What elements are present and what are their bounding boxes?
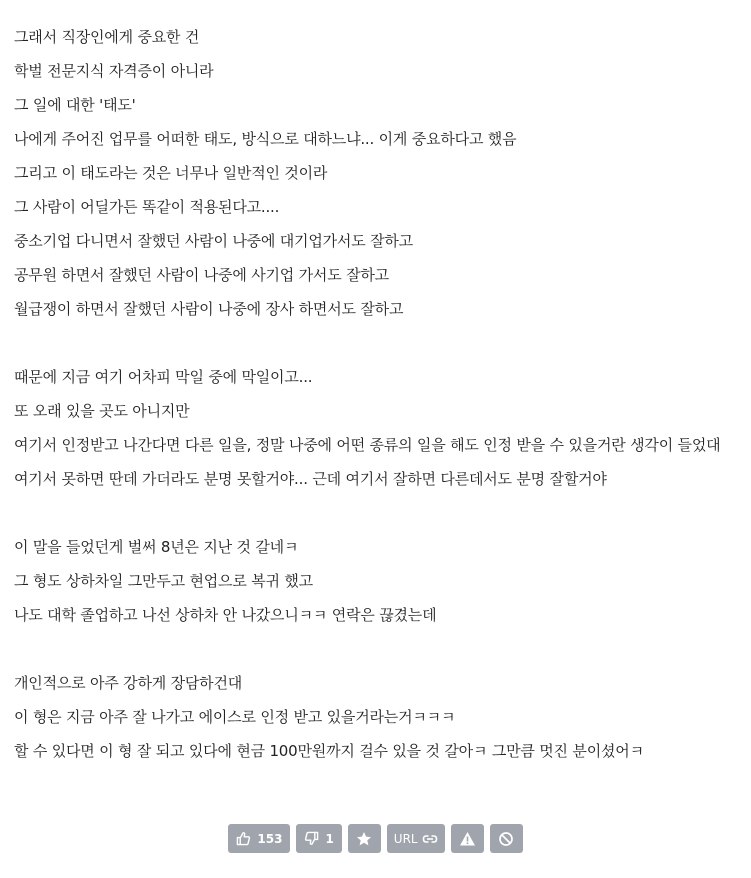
article-line: 학벌 전문지식 자격증이 아니라 bbox=[14, 62, 214, 80]
article-line: 할 수 있다면 이 형 잘 되고 있다에 현금 100만원까지 걸수 있을 것 갈아ㅋ 그만큼 멋진 분이셨어ㅋ bbox=[14, 742, 644, 760]
thumbs-up-icon bbox=[236, 831, 251, 846]
thumbs-down-icon bbox=[304, 831, 319, 846]
blank-line bbox=[14, 326, 739, 360]
article-line: 때문에 지금 여기 어차피 막일 중에 막일이고... bbox=[14, 368, 313, 386]
article-line: 나도 대학 졸업하고 나선 상하차 안 나갔으니ㅋㅋ 연락은 끊겼는데 bbox=[14, 606, 437, 624]
warning-icon bbox=[459, 831, 476, 847]
article-line: 그 형도 상하차일 그만두고 현업으로 복귀 했고 bbox=[14, 572, 313, 590]
post-action-bar bbox=[0, 824, 751, 853]
url-label: URL bbox=[393, 831, 418, 846]
article-line: 여기서 못하면 딴데 가더라도 분명 못할거야... 근데 여기서 잘하면 다른데서도 분명 잘할거야 bbox=[14, 470, 607, 488]
blank-line bbox=[14, 632, 739, 666]
article-line: 공무원 하면서 잘했던 사람이 나중에 사기업 가서도 잘하고 bbox=[14, 266, 389, 284]
block-icon bbox=[498, 831, 514, 847]
copy-url-button[interactable] bbox=[387, 824, 445, 853]
blank-line bbox=[14, 496, 739, 530]
article-line: 또 오래 있을 곳도 아니지만 bbox=[14, 402, 190, 420]
article-line: 월급쟁이 하면서 잘했던 사람이 나중에 장사 하면서도 잘하고 bbox=[14, 300, 404, 318]
article-line: 이 말을 들었던게 벌써 8년은 지난 것 갈네ㅋ bbox=[14, 538, 299, 556]
downvote-count: 1 bbox=[325, 831, 334, 846]
article-line: 그리고 이 태도라는 것은 너무나 일반적인 것이라 bbox=[14, 164, 328, 182]
article-line: 여기서 인정받고 나간다면 다른 일을, 정말 나중에 어떤 종류의 일을 해도 인정 받을 수 있을거란 생각이 들었대 bbox=[14, 436, 721, 454]
downvote-button[interactable] bbox=[296, 824, 341, 853]
star-icon bbox=[356, 831, 372, 847]
upvote-count: 153 bbox=[257, 831, 283, 846]
article-line: 중소기업 다니면서 잘했던 사람이 나중에 대기업가서도 잘하고 bbox=[14, 232, 413, 250]
article-line: 개인적으로 아주 강하게 장담하건대 bbox=[14, 674, 243, 692]
article-line: 그 사람이 어딜가든 똑같이 적용된다고.... bbox=[14, 198, 280, 216]
article-body bbox=[14, 20, 739, 768]
article-line: 이 형은 지금 아주 잘 나가고 에이스로 인정 받고 있을거라는거ㅋㅋㅋ bbox=[14, 708, 456, 726]
upvote-button[interactable] bbox=[228, 824, 290, 853]
article-line: 그 일에 대한 '태도' bbox=[14, 96, 136, 114]
favorite-button[interactable] bbox=[348, 824, 381, 853]
link-icon bbox=[422, 833, 438, 845]
article-line: 나에게 주어진 업무를 어떠한 태도, 방식으로 대하느냐... 이게 중요하다고 했음 bbox=[14, 130, 517, 148]
article-line: 그래서 직장인에게 중요한 건 bbox=[14, 28, 200, 46]
block-button[interactable] bbox=[490, 824, 523, 853]
report-button[interactable] bbox=[451, 824, 484, 853]
